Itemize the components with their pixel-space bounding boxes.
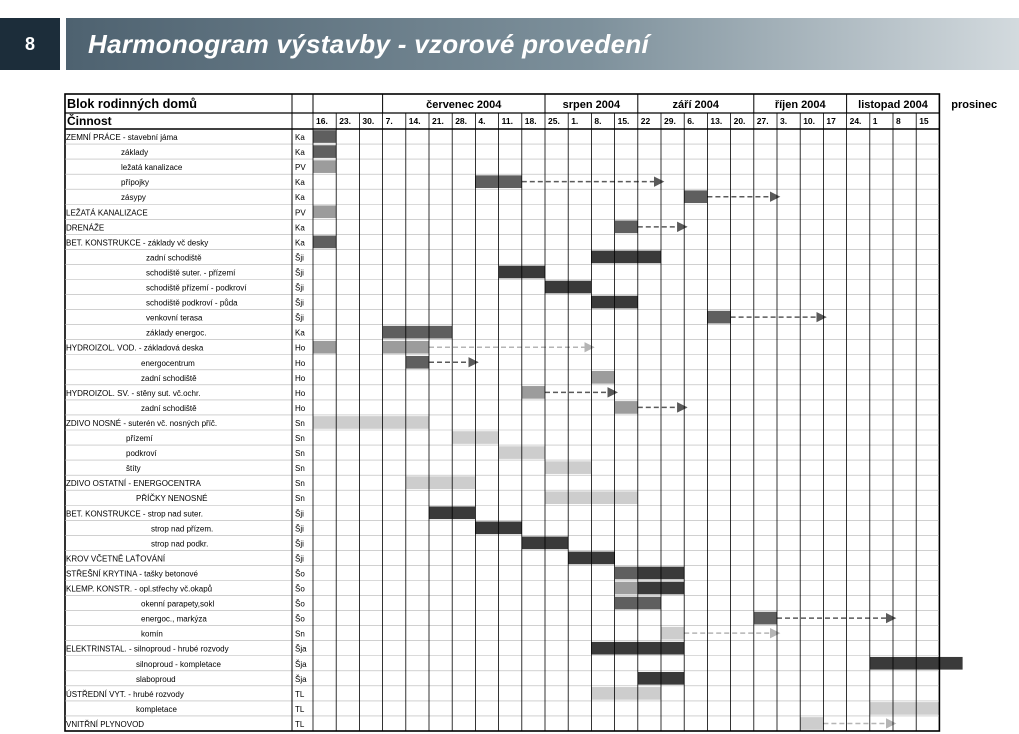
- contractor-code: Ho: [295, 373, 306, 383]
- week-label: 4.: [478, 116, 486, 126]
- contractor-code: TL: [295, 719, 305, 729]
- activity-name: přízemí: [126, 434, 153, 443]
- activity-name: podkroví: [126, 449, 157, 459]
- activity-name: ÚSTŘEDNÍ VYT. - hrubé rozvody: [66, 689, 184, 699]
- slide-title: Harmonogram výstavby - vzorové provedení: [88, 28, 650, 59]
- week-label: 8.: [594, 116, 602, 126]
- contractor-code: Ka: [295, 328, 305, 338]
- schedule-bar: [615, 582, 638, 595]
- activity-name: STŘEŠNÍ KRYTINA - tašky betonové: [66, 569, 198, 579]
- schedule-bar: [707, 311, 730, 324]
- week-label: 29.: [664, 116, 676, 126]
- activity-name: zadní schodiště: [146, 253, 202, 263]
- contractor-code: Ka: [295, 238, 305, 248]
- schedule-bar: [383, 326, 453, 339]
- week-label: 11.: [501, 116, 513, 126]
- contractor-code: Šji: [295, 268, 304, 278]
- week-label: 27.: [756, 116, 769, 126]
- week-label: 23.: [339, 116, 352, 126]
- week-label: 18.: [524, 116, 537, 126]
- contractor-code: Ho: [295, 343, 306, 353]
- contractor-code: PV: [295, 163, 306, 173]
- activity-name: ležatá kanalizace: [121, 163, 183, 173]
- contractor-code: TL: [295, 689, 305, 699]
- week-label: 1: [872, 116, 878, 126]
- month-label: září 2004: [672, 99, 720, 111]
- contractor-code: PV: [295, 208, 306, 218]
- month-label: listopad 2004: [858, 99, 928, 111]
- contractor-code: Šja: [295, 674, 307, 684]
- activity-name: zadní schodiště: [141, 403, 197, 413]
- activity-name: základy energoc.: [146, 328, 207, 338]
- activity-name: schodiště přízemí - podkroví: [146, 283, 247, 293]
- activity-name: VNITŘNÍ PLYNOVOD: [66, 719, 145, 729]
- activity-name: zadní schodiště: [141, 373, 197, 383]
- schedule-bar: [313, 130, 336, 143]
- contractor-code: Sn: [295, 479, 305, 489]
- contractor-code: Šo: [295, 599, 305, 609]
- contractor-code: Ka: [295, 133, 305, 142]
- slide-number: 8: [0, 18, 60, 70]
- schedule-bar: [313, 341, 336, 354]
- schedule-bar: [684, 190, 707, 203]
- week-label: 17: [826, 116, 836, 126]
- schedule-bar: [313, 145, 336, 158]
- schedule-bar: [591, 251, 661, 264]
- schedule-bar: [406, 476, 476, 489]
- schedule-bar: [754, 612, 777, 625]
- schedule-bar: [615, 567, 638, 580]
- month-label: prosinec: [951, 99, 998, 111]
- week-label: 3.: [780, 116, 788, 126]
- week-label: 6.: [687, 116, 695, 126]
- week-label: 28.: [455, 116, 468, 126]
- week-label: 30.: [362, 116, 375, 126]
- activity-header: Činnost: [67, 114, 112, 128]
- activity-name: základy: [121, 148, 149, 158]
- week-label: 21.: [432, 116, 444, 126]
- activity-name: venkovní terasa: [146, 313, 203, 323]
- contractor-code: Ka: [295, 223, 305, 233]
- contractor-code: Šji: [295, 539, 304, 549]
- schedule-bar: [870, 702, 940, 715]
- activity-name: BET. KONSTRUKCE - základy vč desky: [66, 238, 209, 248]
- activity-name: schodiště podkroví - půda: [146, 298, 238, 308]
- week-label: 1.: [571, 116, 579, 126]
- activity-name: PŘÍČKY NENOSNÉ: [136, 494, 208, 504]
- week-label: 20.: [733, 116, 746, 126]
- activity-name: energoc., markýza: [141, 614, 207, 624]
- schedule-bar: [313, 416, 429, 429]
- schedule-bar: [615, 401, 638, 414]
- week-label: 22: [640, 116, 651, 126]
- activity-name: přípojky: [121, 178, 150, 188]
- contractor-code: Šo: [295, 569, 305, 579]
- schedule-bar: [615, 221, 638, 234]
- contractor-code: Šja: [295, 644, 307, 654]
- contractor-code: Ka: [295, 193, 305, 203]
- week-label: 10.: [803, 116, 816, 126]
- contractor-code: Sn: [295, 464, 305, 474]
- week-label: 15.: [617, 116, 630, 126]
- contractor-code: Šja: [295, 659, 307, 669]
- activity-name: slaboproud: [136, 674, 176, 684]
- week-label: 14.: [408, 116, 421, 126]
- activity-name: schodiště suter. - přízemí: [146, 268, 236, 278]
- schedule-bar: [406, 356, 429, 369]
- activity-name: BET. KONSTRUKCE - strop nad suter.: [66, 509, 203, 519]
- activity-name: ELEKTRINSTAL. - silnoproud - hrubé rozvody: [66, 644, 229, 654]
- activity-name: ZEMNÍ PRÁCE - stavební jáma: [66, 133, 178, 142]
- contractor-code: Ka: [295, 178, 305, 188]
- week-label: 16.: [316, 116, 328, 126]
- activity-name: HYDROIZOL. VOD. - základová deska: [66, 343, 204, 353]
- schedule-bar: [591, 687, 661, 700]
- schedule-bar: [313, 205, 336, 218]
- contractor-code: Šji: [295, 253, 304, 263]
- schedule-bar: [591, 371, 614, 384]
- activity-name: zásypy: [121, 193, 146, 203]
- contractor-code: Sn: [295, 418, 305, 428]
- contractor-code: Šo: [295, 614, 305, 624]
- contractor-code: Ka: [295, 148, 305, 158]
- week-label: 8: [896, 116, 901, 126]
- schedule-bar: [313, 236, 336, 249]
- contractor-code: Sn: [295, 434, 305, 443]
- schedule-bar: [313, 160, 336, 173]
- activity-name: HYDROIZOL. SV. - stěny sut. vč.ochr.: [66, 388, 201, 398]
- block-label: Blok rodinných domů: [67, 96, 198, 111]
- contractor-code: Sn: [295, 449, 305, 459]
- month-label: srpen 2004: [562, 99, 621, 111]
- month-label: červenec 2004: [426, 99, 502, 111]
- activity-name: ZDIVO OSTATNÍ - ENERGOCENTRA: [66, 479, 201, 489]
- contractor-code: Šo: [295, 584, 305, 594]
- activity-name: KLEMP. KONSTR. - opl.střechy vč.okapů: [66, 584, 213, 594]
- month-label: říjen 2004: [774, 99, 826, 111]
- activity-name: LEŽATÁ KANALIZACE: [66, 208, 148, 218]
- activity-name: ZDIVO NOSNÉ - suterén vč. nosných příč.: [66, 418, 218, 428]
- activity-name: DRENÁŽE: [66, 223, 105, 233]
- contractor-code: Sn: [295, 629, 305, 639]
- week-label: 24.: [849, 116, 862, 126]
- activity-name: kompletace: [136, 704, 177, 714]
- activity-name: strop nad přízem.: [151, 524, 214, 534]
- contractor-code: Šji: [295, 313, 304, 323]
- activity-name: štíty: [126, 464, 141, 474]
- activity-name: KROV VČETNĚ LAŤOVÁNÍ: [66, 554, 166, 564]
- contractor-code: Šji: [295, 524, 304, 534]
- schedule-bar: [661, 627, 684, 640]
- contractor-code: Šji: [295, 554, 304, 564]
- contractor-code: Šji: [295, 283, 304, 293]
- schedule-bar: [522, 386, 545, 399]
- activity-name: komín: [141, 629, 163, 639]
- schedule-bar: [800, 717, 823, 730]
- activity-name: energocentrum: [141, 358, 195, 368]
- contractor-code: Ho: [295, 358, 306, 368]
- week-label: 7.: [385, 116, 393, 126]
- contractor-code: TL: [295, 704, 305, 714]
- contractor-code: Šji: [295, 509, 304, 519]
- week-label: 25.: [548, 116, 560, 126]
- contractor-code: Sn: [295, 494, 305, 504]
- contractor-code: Ho: [295, 403, 306, 413]
- week-label: 15: [919, 116, 929, 126]
- activity-name: okenní parapety,sokl: [141, 599, 215, 609]
- contractor-code: Ho: [295, 388, 306, 398]
- activity-name: strop nad podkr.: [151, 539, 209, 549]
- activity-name: silnoproud - kompletace: [136, 659, 221, 669]
- week-label: 13.: [710, 116, 723, 126]
- contractor-code: Šji: [295, 298, 304, 308]
